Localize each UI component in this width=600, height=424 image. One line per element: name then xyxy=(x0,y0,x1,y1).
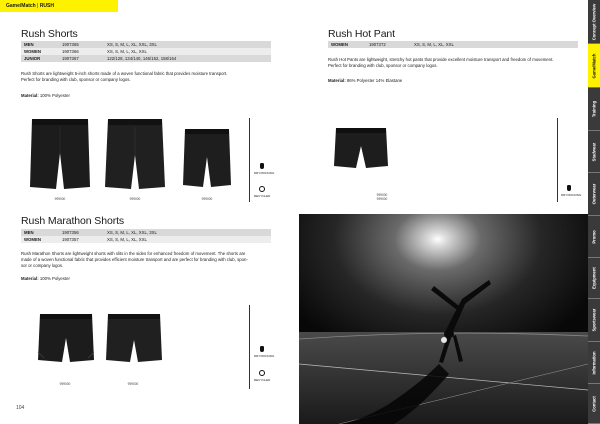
rush-shorts-description xyxy=(21,71,281,83)
rush-hot-pant-description xyxy=(328,57,586,69)
tab-concept-overview[interactable]: Concept Overview xyxy=(588,0,600,44)
rush-marathon-description xyxy=(21,251,286,270)
tab-outerwear[interactable]: Outerwear xyxy=(588,173,600,216)
section-tag xyxy=(0,0,118,12)
row-sizes: XS, S, M, L, XL, XXL xyxy=(104,48,271,55)
table-row xyxy=(21,41,271,48)
rush-marathon-men-image xyxy=(36,312,96,366)
rush-marathon-women-image xyxy=(104,312,164,366)
product-code: 999000 xyxy=(59,382,71,386)
subsection-label: RUSH xyxy=(39,3,54,9)
rush-marathon-shorts-title: Rush Marathon Shorts xyxy=(21,215,125,227)
dry-wicking-badge: DRY/WICKING xyxy=(254,163,270,175)
tab-promo[interactable]: Promo xyxy=(588,216,600,258)
tab-game-match[interactable]: Game/Match xyxy=(588,44,600,88)
recycle-icon xyxy=(259,370,265,376)
row-code: 1907366 xyxy=(59,48,104,55)
row-label: JUNIOR xyxy=(21,55,59,62)
product-code: 999000 999000 xyxy=(376,193,388,201)
rush-hot-pant-material xyxy=(328,78,402,83)
row-label: WOMEN xyxy=(328,41,366,48)
droplet-icon xyxy=(260,163,264,169)
row-sizes: XS, S, M, L, XL, XXL xyxy=(411,41,578,48)
athlete-cartwheel-photo xyxy=(299,214,588,424)
tab-sportswear[interactable]: Sportswear xyxy=(588,299,600,342)
description-line: Rush Marathon Shorts are lightweight shorts with slits in the sides for enhanced freedom of movement. The shorts are xyxy=(21,251,246,256)
row-code: 1907365 xyxy=(59,41,104,48)
rush-shorts-material xyxy=(21,93,70,98)
section-nav xyxy=(588,0,600,424)
row-code: 1907356 xyxy=(59,229,104,236)
row-label: WOMEN xyxy=(21,48,59,55)
table-row xyxy=(21,236,271,243)
divider xyxy=(557,118,558,202)
product-code: 999000 xyxy=(129,197,141,201)
tab-stadwear[interactable]: Stadwear xyxy=(588,131,600,173)
row-label: MEN xyxy=(21,41,59,48)
row-sizes: 122/128, 134/140, 146/152, 158/164 xyxy=(104,55,271,62)
row-sizes: XS, S, M, L, XL, XXL xyxy=(104,236,271,243)
rush-marathon-size-table xyxy=(21,229,271,243)
table-row xyxy=(21,55,271,62)
page-number: 104 xyxy=(16,405,25,411)
table-row xyxy=(21,48,271,55)
droplet-icon xyxy=(260,346,264,352)
rush-shorts-size-table xyxy=(21,41,271,62)
description-line: Perfect for branding with club, sponsor or company logos. xyxy=(21,77,131,83)
product-code: 999000 xyxy=(201,197,213,201)
tab-equipment[interactable]: Equipment xyxy=(588,258,600,299)
product-code: 999000 xyxy=(127,382,139,386)
section-label: Game/Match xyxy=(6,3,36,9)
rush-shorts-title: Rush Shorts xyxy=(21,28,78,40)
table-row xyxy=(21,229,271,236)
dry-wicking-badge: DRY/WICKING xyxy=(254,346,270,358)
divider xyxy=(249,305,250,389)
rush-shorts-men-image xyxy=(28,117,92,192)
tab-contact[interactable]: Contact xyxy=(588,384,600,424)
recycled-badge: RECYCLED xyxy=(254,186,270,198)
table-row xyxy=(328,41,578,48)
recycled-badge: RECYCLED xyxy=(254,370,270,382)
row-code: 1907357 xyxy=(59,236,104,243)
description-line: Perfect for branding with club, sponsor or company logos. xyxy=(328,63,438,69)
droplet-icon xyxy=(567,185,571,191)
rush-shorts-junior-image xyxy=(181,127,233,189)
row-sizes: XS, S, M, L, XL, XXL, 3XL xyxy=(104,229,271,236)
rush-marathon-material xyxy=(21,276,70,281)
material-value: 100% Polyester xyxy=(39,93,70,98)
material-label: Material: xyxy=(21,276,39,281)
rush-hot-pant-title: Rush Hot Pant xyxy=(328,28,395,40)
row-label: WOMEN xyxy=(21,236,59,243)
description-line: sor or company logos. xyxy=(21,263,64,269)
tab-information[interactable]: Information xyxy=(588,342,600,384)
material-label: Material: xyxy=(328,78,346,83)
row-code: 1907367 xyxy=(59,55,104,62)
tab-training[interactable]: Training xyxy=(588,88,600,131)
material-label: Material: xyxy=(21,93,39,98)
material-value: 100% Polyester xyxy=(39,276,70,281)
rush-hot-pant-image xyxy=(332,126,390,172)
description-line: Rush Shorts are lightweight 5-inch shorts made of a woven functional fabric that provides moisture transport. xyxy=(21,71,228,76)
row-label: MEN xyxy=(21,229,59,236)
rush-shorts-women-image xyxy=(103,117,167,192)
dry-wicking-badge: DRY/WICKING xyxy=(561,185,577,197)
row-sizes: XS, S, M, L, XL, XXL, 3XL xyxy=(104,41,271,48)
material-value: 86% Polyester 14% Elastane xyxy=(346,78,403,83)
divider xyxy=(249,118,250,202)
row-code: 1907372 xyxy=(366,41,411,48)
section-separator: | xyxy=(35,3,40,9)
description-line: Rush Hot Pants are lightweight, stretchy hot pants that provide excellent moisture transport and freedom of movement. xyxy=(328,57,554,62)
product-code: 999000 xyxy=(54,197,66,201)
rush-hot-pant-size-table xyxy=(328,41,578,48)
description-line: made of a woven functional fabric that provides efficient moisture transport and are perfect for branding with club, spon- xyxy=(21,257,248,263)
recycle-icon xyxy=(259,186,265,192)
